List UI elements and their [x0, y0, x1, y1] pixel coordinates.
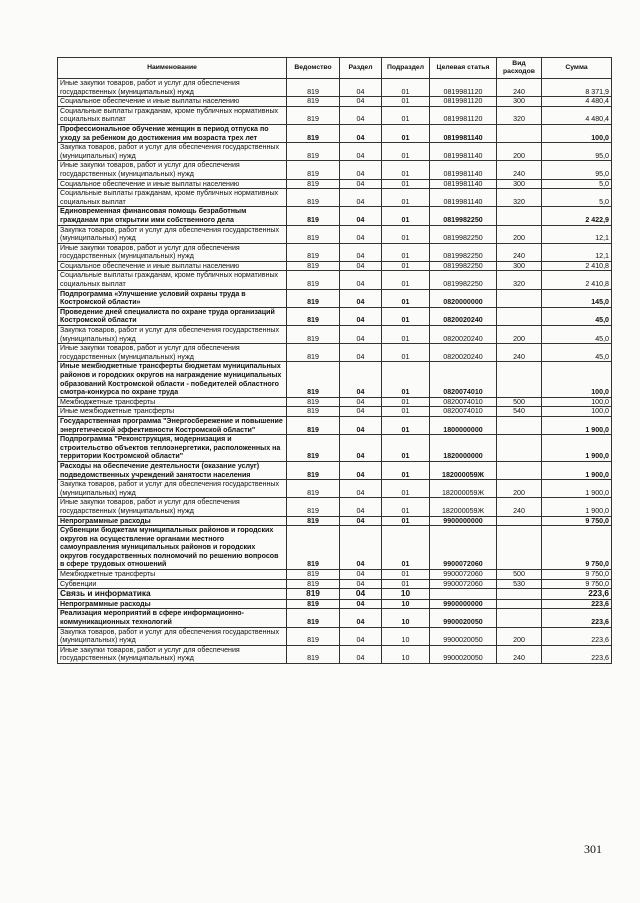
cell-section: 04	[340, 124, 382, 142]
cell-target-article: 0819981140	[430, 161, 497, 179]
cell-section: 04	[340, 407, 382, 417]
cell-sum: 12,1	[542, 243, 612, 261]
header-section: Раздел	[340, 58, 382, 79]
cell-subsection: 01	[382, 407, 430, 417]
cell-section: 04	[340, 243, 382, 261]
cell-expense-type: 300	[497, 261, 542, 271]
cell-expense-type: 500	[497, 397, 542, 407]
cell-sum: 2 410,8	[542, 261, 612, 271]
cell-expense-type: 240	[497, 243, 542, 261]
cell-target-article: 9900072060	[430, 526, 497, 570]
cell-target-article: 0819981140	[430, 189, 497, 207]
cell-expense-type: 200	[497, 225, 542, 243]
cell-name: Закупка товаров, работ и услуг для обеспечения государственных (муниципальных) нужд	[58, 143, 287, 161]
header-sum: Сумма	[542, 58, 612, 79]
table-row	[58, 243, 612, 261]
cell-sum: 5,0	[542, 189, 612, 207]
cell-department: 819	[287, 271, 340, 289]
cell-target-article: 182000059Ж	[430, 480, 497, 498]
table-row	[58, 189, 612, 207]
cell-sum: 45,0	[542, 326, 612, 344]
cell-department: 819	[287, 397, 340, 407]
cell-department: 819	[287, 143, 340, 161]
budget-table	[57, 57, 612, 664]
cell-subsection: 01	[382, 161, 430, 179]
table-row	[58, 435, 612, 462]
cell-subsection: 01	[382, 179, 430, 189]
cell-subsection: 01	[382, 516, 430, 526]
cell-section: 04	[340, 161, 382, 179]
cell-section: 04	[340, 516, 382, 526]
table-row	[58, 599, 612, 609]
cell-section: 04	[340, 106, 382, 124]
cell-sum: 1 900,0	[542, 498, 612, 516]
cell-sum: 45,0	[542, 307, 612, 325]
cell-section: 04	[340, 416, 382, 434]
cell-subsection: 01	[382, 289, 430, 307]
table-body	[58, 79, 612, 664]
cell-target-article: 0820000000	[430, 289, 497, 307]
cell-department: 819	[287, 435, 340, 462]
table-row	[58, 124, 612, 142]
cell-sum: 223,6	[542, 589, 612, 600]
cell-section: 04	[340, 189, 382, 207]
cell-section: 04	[340, 362, 382, 397]
cell-department: 819	[287, 243, 340, 261]
cell-subsection: 10	[382, 627, 430, 645]
table-row	[58, 416, 612, 434]
table-row	[58, 307, 612, 325]
cell-department: 819	[287, 516, 340, 526]
table-row	[58, 207, 612, 225]
cell-target-article: 0819981140	[430, 143, 497, 161]
cell-name: Субвенции бюджетам муниципальных районов и городских округов на осуществление органами местного самоуправления муниципальных районов и городских округов государственных полномочий по решению вопросов в сфере трудовых отношений	[58, 526, 287, 570]
cell-target-article: 9900000000	[430, 516, 497, 526]
cell-expense-type	[497, 526, 542, 570]
cell-target-article: 0820020240	[430, 344, 497, 362]
cell-sum: 100,0	[542, 124, 612, 142]
cell-expense-type	[497, 362, 542, 397]
cell-target-article: 0819981120	[430, 97, 497, 107]
cell-expense-type: 200	[497, 326, 542, 344]
cell-subsection: 01	[382, 189, 430, 207]
cell-department: 819	[287, 344, 340, 362]
cell-subsection: 01	[382, 416, 430, 434]
cell-section: 04	[340, 289, 382, 307]
cell-department: 819	[287, 407, 340, 417]
cell-subsection: 01	[382, 526, 430, 570]
cell-subsection: 01	[382, 344, 430, 362]
table-row	[58, 589, 612, 600]
table-row	[58, 326, 612, 344]
cell-name: Социальное обеспечение и иные выплаты населению	[58, 179, 287, 189]
header-target-article: Целевая статья	[430, 58, 497, 79]
cell-target-article: 0819982250	[430, 271, 497, 289]
cell-name: Иные межбюджетные трансферты	[58, 407, 287, 417]
cell-name: Социальные выплаты гражданам, кроме публичных нормативных социальных выплат	[58, 189, 287, 207]
cell-expense-type: 200	[497, 143, 542, 161]
cell-section: 04	[340, 344, 382, 362]
cell-sum: 45,0	[542, 344, 612, 362]
cell-expense-type: 240	[497, 161, 542, 179]
cell-name: Единовременная финансовая помощь безработным гражданам при открытии ими собственного дела	[58, 207, 287, 225]
cell-department: 819	[287, 627, 340, 645]
table-row	[58, 397, 612, 407]
cell-name: Социальные выплаты гражданам, кроме публичных нормативных социальных выплат	[58, 106, 287, 124]
cell-target-article: 0819981120	[430, 79, 497, 97]
cell-target-article: 0819982250	[430, 207, 497, 225]
cell-target-article: 9900020050	[430, 645, 497, 663]
table-header	[58, 58, 612, 79]
cell-name: Иные закупки товаров, работ и услуг для обеспечения государственных (муниципальных) нужд	[58, 243, 287, 261]
table-row	[58, 106, 612, 124]
cell-expense-type: 500	[497, 570, 542, 580]
cell-section: 04	[340, 589, 382, 600]
cell-sum: 2 422,9	[542, 207, 612, 225]
cell-subsection: 01	[382, 579, 430, 589]
cell-sum: 223,6	[542, 627, 612, 645]
cell-department: 819	[287, 645, 340, 663]
cell-section: 04	[340, 179, 382, 189]
cell-expense-type: 240	[497, 79, 542, 97]
cell-expense-type	[497, 599, 542, 609]
cell-target-article: 0820020240	[430, 307, 497, 325]
cell-sum: 8 371,9	[542, 79, 612, 97]
cell-sum: 1 900,0	[542, 461, 612, 479]
cell-department: 819	[287, 362, 340, 397]
cell-name: Подпрограмма "Реконструкция, модернизация и строительство объектов теплоэнергетики, расположенных на территории Костромской области"	[58, 435, 287, 462]
cell-name: Закупка товаров, работ и услуг для обеспечения государственных (муниципальных) нужд	[58, 326, 287, 344]
cell-sum: 9 750,0	[542, 526, 612, 570]
table-row	[58, 516, 612, 526]
cell-section: 04	[340, 498, 382, 516]
cell-sum: 1 900,0	[542, 416, 612, 434]
cell-section: 04	[340, 570, 382, 580]
cell-department: 819	[287, 225, 340, 243]
cell-name: Профессиональное обучение женщин в период отпуска по уходу за ребенком до достижения им возраста трех лет	[58, 124, 287, 142]
cell-target-article: 9900020050	[430, 627, 497, 645]
cell-subsection: 10	[382, 609, 430, 627]
table-row	[58, 609, 612, 627]
table-row	[58, 161, 612, 179]
cell-section: 04	[340, 461, 382, 479]
cell-target-article: 9900020050	[430, 609, 497, 627]
cell-expense-type: 240	[497, 645, 542, 663]
cell-department: 819	[287, 589, 340, 600]
cell-sum: 100,0	[542, 407, 612, 417]
cell-subsection: 01	[382, 307, 430, 325]
cell-department: 819	[287, 326, 340, 344]
cell-target-article: 0820020240	[430, 326, 497, 344]
cell-department: 819	[287, 599, 340, 609]
cell-name: Государственная программа "Энергосбережение и повышение энергетической эффективности Костромской области"	[58, 416, 287, 434]
cell-target-article: 9900072060	[430, 570, 497, 580]
cell-name: Расходы на обеспечение деятельности (оказание услуг) подведомственных учреждений занятости населения	[58, 461, 287, 479]
header-row	[58, 58, 612, 79]
cell-sum: 95,0	[542, 143, 612, 161]
cell-expense-type	[497, 609, 542, 627]
cell-department: 819	[287, 461, 340, 479]
cell-name: Закупка товаров, работ и услуг для обеспечения государственных (муниципальных) нужд	[58, 627, 287, 645]
cell-name: Иные закупки товаров, работ и услуг для обеспечения государственных (муниципальных) нужд	[58, 498, 287, 516]
cell-subsection: 01	[382, 207, 430, 225]
cell-target-article: 182000059Ж	[430, 461, 497, 479]
table-row	[58, 79, 612, 97]
cell-section: 04	[340, 609, 382, 627]
cell-expense-type	[497, 516, 542, 526]
cell-sum: 100,0	[542, 362, 612, 397]
cell-target-article: 0819981140	[430, 124, 497, 142]
page-number: 301	[584, 842, 602, 856]
cell-subsection: 01	[382, 124, 430, 142]
cell-section: 04	[340, 397, 382, 407]
table-row	[58, 261, 612, 271]
cell-name: Межбюджетные трансферты	[58, 570, 287, 580]
cell-name: Субвенции	[58, 579, 287, 589]
cell-expense-type: 200	[497, 480, 542, 498]
cell-section: 04	[340, 599, 382, 609]
cell-section: 04	[340, 526, 382, 570]
cell-subsection: 10	[382, 589, 430, 600]
cell-subsection: 01	[382, 79, 430, 97]
cell-subsection: 10	[382, 645, 430, 663]
cell-target-article: 0820074010	[430, 407, 497, 417]
cell-name: Проведение дней специалиста по охране труда организаций Костромской области	[58, 307, 287, 325]
cell-name: Связь и информатика	[58, 589, 287, 600]
cell-subsection: 01	[382, 461, 430, 479]
table-row	[58, 526, 612, 570]
cell-sum: 4 480,4	[542, 97, 612, 107]
cell-target-article: 9900000000	[430, 599, 497, 609]
cell-subsection: 01	[382, 435, 430, 462]
cell-subsection: 01	[382, 362, 430, 397]
cell-section: 04	[340, 271, 382, 289]
table-row	[58, 143, 612, 161]
cell-target-article: 1820000000	[430, 435, 497, 462]
header-department: Ведомство	[287, 58, 340, 79]
cell-name: Межбюджетные трансферты	[58, 397, 287, 407]
cell-target-article: 0819982250	[430, 261, 497, 271]
cell-expense-type: 320	[497, 189, 542, 207]
table-row	[58, 407, 612, 417]
cell-target-article: 0819981140	[430, 179, 497, 189]
cell-section: 04	[340, 261, 382, 271]
cell-subsection: 01	[382, 243, 430, 261]
cell-department: 819	[287, 106, 340, 124]
cell-expense-type: 300	[497, 97, 542, 107]
cell-section: 04	[340, 79, 382, 97]
cell-sum: 9 750,0	[542, 516, 612, 526]
cell-department: 819	[287, 179, 340, 189]
cell-department: 819	[287, 609, 340, 627]
cell-subsection: 01	[382, 397, 430, 407]
cell-expense-type: 540	[497, 407, 542, 417]
table-row	[58, 461, 612, 479]
cell-name: Непрограммные расходы	[58, 516, 287, 526]
cell-subsection: 01	[382, 326, 430, 344]
cell-name: Реализация мероприятий в сфере информационно-коммуникационных технологий	[58, 609, 287, 627]
cell-department: 819	[287, 207, 340, 225]
cell-department: 819	[287, 161, 340, 179]
cell-target-article: 182000059Ж	[430, 498, 497, 516]
cell-target-article: 0820074010	[430, 362, 497, 397]
cell-expense-type	[497, 416, 542, 434]
cell-department: 819	[287, 289, 340, 307]
cell-subsection: 01	[382, 225, 430, 243]
cell-expense-type	[497, 124, 542, 142]
cell-sum: 1 900,0	[542, 480, 612, 498]
cell-expense-type	[497, 461, 542, 479]
cell-subsection: 01	[382, 480, 430, 498]
table-row	[58, 627, 612, 645]
cell-section: 04	[340, 480, 382, 498]
cell-target-article: 1800000000	[430, 416, 497, 434]
cell-name: Подпрограмма «Улучшение условий охраны труда в Костромской области»	[58, 289, 287, 307]
cell-expense-type: 240	[497, 344, 542, 362]
cell-subsection: 01	[382, 271, 430, 289]
cell-expense-type	[497, 435, 542, 462]
table-row	[58, 498, 612, 516]
cell-target-article	[430, 589, 497, 600]
cell-expense-type	[497, 207, 542, 225]
cell-section: 04	[340, 645, 382, 663]
cell-expense-type: 240	[497, 498, 542, 516]
cell-name: Иные закупки товаров, работ и услуг для обеспечения государственных (муниципальных) нужд	[58, 79, 287, 97]
header-expense-type: Вид расходов	[497, 58, 542, 79]
cell-department: 819	[287, 498, 340, 516]
cell-sum: 145,0	[542, 289, 612, 307]
cell-section: 04	[340, 326, 382, 344]
table-row	[58, 480, 612, 498]
cell-department: 819	[287, 97, 340, 107]
cell-subsection: 01	[382, 106, 430, 124]
table-row	[58, 579, 612, 589]
cell-expense-type: 300	[497, 179, 542, 189]
cell-expense-type: 200	[497, 627, 542, 645]
cell-subsection: 01	[382, 261, 430, 271]
cell-sum: 4 480,4	[542, 106, 612, 124]
cell-sum: 9 750,0	[542, 570, 612, 580]
cell-name: Иные закупки товаров, работ и услуг для обеспечения государственных (муниципальных) нужд	[58, 344, 287, 362]
cell-department: 819	[287, 79, 340, 97]
cell-section: 04	[340, 579, 382, 589]
cell-subsection: 10	[382, 599, 430, 609]
cell-expense-type	[497, 589, 542, 600]
table-row	[58, 97, 612, 107]
cell-name: Закупка товаров, работ и услуг для обеспечения государственных (муниципальных) нужд	[58, 480, 287, 498]
table-row	[58, 362, 612, 397]
cell-subsection: 01	[382, 97, 430, 107]
cell-subsection: 01	[382, 570, 430, 580]
header-name: Наименование	[58, 58, 287, 79]
cell-section: 04	[340, 97, 382, 107]
cell-section: 04	[340, 225, 382, 243]
cell-subsection: 01	[382, 143, 430, 161]
cell-name: Иные закупки товаров, работ и услуг для обеспечения государственных (муниципальных) нужд	[58, 645, 287, 663]
cell-department: 819	[287, 307, 340, 325]
cell-name: Непрограммные расходы	[58, 599, 287, 609]
table-row	[58, 645, 612, 663]
cell-department: 819	[287, 570, 340, 580]
cell-expense-type: 530	[497, 579, 542, 589]
cell-sum: 12,1	[542, 225, 612, 243]
cell-sum: 2 410,8	[542, 271, 612, 289]
cell-target-article: 0819982250	[430, 243, 497, 261]
cell-expense-type: 320	[497, 271, 542, 289]
table-row	[58, 271, 612, 289]
cell-section: 04	[340, 307, 382, 325]
table-row	[58, 289, 612, 307]
cell-department: 819	[287, 480, 340, 498]
cell-department: 819	[287, 189, 340, 207]
cell-name: Закупка товаров, работ и услуг для обеспечения государственных (муниципальных) нужд	[58, 225, 287, 243]
cell-sum: 5,0	[542, 179, 612, 189]
cell-expense-type: 320	[497, 106, 542, 124]
cell-name: Социальное обеспечение и иные выплаты населению	[58, 97, 287, 107]
table-row	[58, 179, 612, 189]
cell-name: Социальные выплаты гражданам, кроме публичных нормативных социальных выплат	[58, 271, 287, 289]
cell-sum: 223,6	[542, 609, 612, 627]
cell-section: 04	[340, 435, 382, 462]
table-row	[58, 344, 612, 362]
cell-expense-type	[497, 307, 542, 325]
table-row	[58, 570, 612, 580]
cell-sum: 100,0	[542, 397, 612, 407]
cell-section: 04	[340, 143, 382, 161]
cell-target-article: 0819982250	[430, 225, 497, 243]
cell-sum: 223,6	[542, 645, 612, 663]
cell-target-article: 9900072060	[430, 579, 497, 589]
cell-name: Социальное обеспечение и иные выплаты населению	[58, 261, 287, 271]
cell-section: 04	[340, 627, 382, 645]
cell-target-article: 0819981120	[430, 106, 497, 124]
cell-department: 819	[287, 579, 340, 589]
cell-subsection: 01	[382, 498, 430, 516]
cell-target-article: 0820074010	[430, 397, 497, 407]
table-row	[58, 225, 612, 243]
cell-sum: 223,6	[542, 599, 612, 609]
cell-department: 819	[287, 261, 340, 271]
cell-department: 819	[287, 124, 340, 142]
cell-name: Иные межбюджетные трансферты бюджетам муниципальных районов и городских округов на награждение муниципальных образований Костромской области - победителей областного смотра-конкурса по охране труда	[58, 362, 287, 397]
cell-department: 819	[287, 416, 340, 434]
cell-name: Иные закупки товаров, работ и услуг для обеспечения государственных (муниципальных) нужд	[58, 161, 287, 179]
cell-sum: 1 900,0	[542, 435, 612, 462]
cell-sum: 9 750,0	[542, 579, 612, 589]
cell-sum: 95,0	[542, 161, 612, 179]
cell-section: 04	[340, 207, 382, 225]
cell-expense-type	[497, 289, 542, 307]
cell-department: 819	[287, 526, 340, 570]
header-subsection: Подраздел	[382, 58, 430, 79]
